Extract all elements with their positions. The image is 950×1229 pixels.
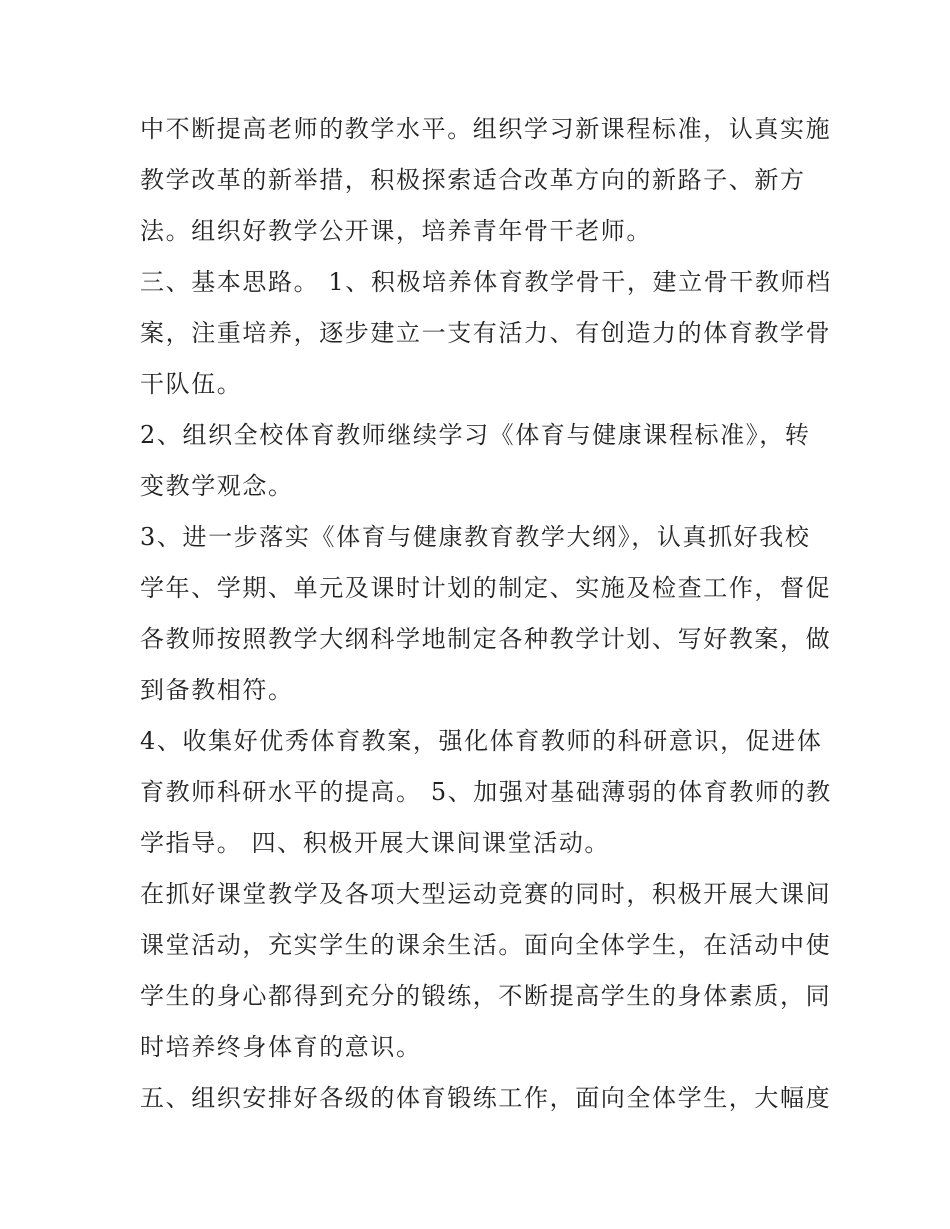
text-line: 各教师按照教学大纲科学地制定各种教学计划、写好教案，做 [140, 625, 832, 653]
text-line: 4、收集好优秀体育教案，强化体育教师的科研意识，促进体 [140, 727, 823, 755]
text-line: 在抓好课堂教学及各项大型运动竞赛的同时，积极开展大课间 [140, 880, 832, 908]
text-line: 课堂活动，充实学生的课余生活。面向全体学生，在活动中使 [140, 931, 832, 959]
text-line: 到备教相符。 [140, 676, 294, 704]
text-line: 学生的身心都得到充分的锻练，不断提高学生的身体素质，同 [140, 982, 832, 1010]
text-line: 干队伍。 [140, 370, 243, 398]
text-line: 中不断提高老师的教学水平。组织学习新课程标准，认真实施 [140, 115, 832, 143]
text-line: 五、组织安排好各级的体育锻练工作，面向全体学生，大幅度 [140, 1084, 832, 1112]
text-line: 2、组织全校体育教师继续学习《体育与健康课程标准》，转 [140, 421, 811, 449]
text-line: 时培养终身体育的意识。 [140, 1033, 422, 1061]
text-line: 法。组织好教学公开课，培养青年骨干老师。 [140, 217, 652, 245]
text-line: 案，注重培养，逐步建立一支有活力、有创造力的体育教学骨 [140, 319, 832, 347]
text-line: 学年、学期、单元及课时计划的制定、实施及检查工作，督促 [140, 574, 832, 602]
document-body [140, 104, 832, 1124]
text-line: 3、进一步落实《体育与健康教育教学大纲》，认真抓好我校 [140, 523, 811, 551]
text-line: 三、基本思路。 1、积极培养体育教学骨干，建立骨干教师档 [140, 268, 832, 296]
text-line: 育教师科研水平的提高。 5、加强对基础薄弱的体育教师的教 [140, 778, 832, 806]
text-line: 教学改革的新举措，积极探索适合改革方向的新路子、新方 [140, 166, 806, 194]
text-line: 学指导。 四、积极开展大课间课堂活动。 [140, 829, 611, 857]
text-line: 变教学观念。 [140, 472, 294, 500]
